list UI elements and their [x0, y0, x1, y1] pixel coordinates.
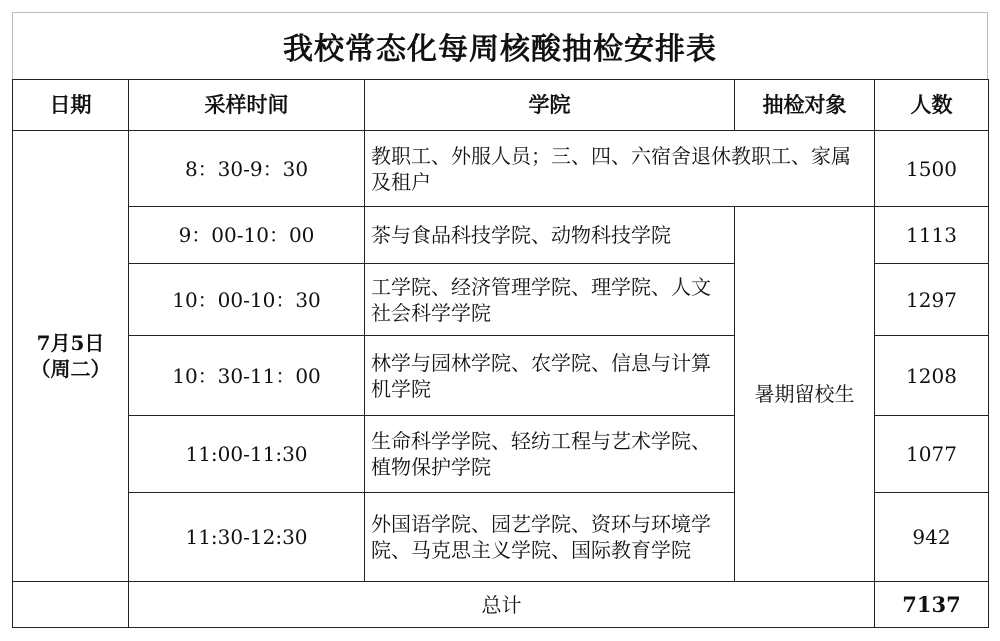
table-row — [13, 207, 989, 264]
table-row — [13, 131, 989, 207]
count-cell: 942 — [875, 493, 989, 582]
college-cell: 林学与园林学院、农学院、信息与计算机学院 — [365, 336, 735, 416]
count-cell: 1077 — [875, 416, 989, 493]
college-cell: 教职工、外服人员；三、四、六宿舍退休教职工、家属及租户 — [365, 131, 875, 207]
college-cell: 工学院、经济管理学院、理学院、人文社会科学学院 — [365, 264, 735, 336]
total-label: 总计 — [129, 582, 875, 628]
schedule-sheet — [12, 12, 988, 628]
date-cell — [13, 131, 129, 582]
college-cell: 茶与食品科技学院、动物科技学院 — [365, 207, 735, 264]
count-cell: 1500 — [875, 131, 989, 207]
total-row — [13, 582, 989, 628]
page-title: 我校常态化每周核酸抽检安排表 — [12, 12, 988, 79]
schedule-table — [12, 79, 989, 628]
time-cell: 11:00-11:30 — [129, 416, 365, 493]
date-weekday: （周二） — [30, 357, 111, 381]
count-cell: 1297 — [875, 264, 989, 336]
header-college: 学院 — [365, 80, 735, 131]
target-cell: 暑期留校生 — [735, 207, 875, 582]
college-cell: 外国语学院、园艺学院、资环与环境学院、马克思主义学院、国际教育学院 — [365, 493, 735, 582]
total-value: 7137 — [875, 582, 989, 628]
time-cell: 9：00-10：00 — [129, 207, 365, 264]
time-cell: 11:30-12:30 — [129, 493, 365, 582]
header-target: 抽检对象 — [735, 80, 875, 131]
time-cell: 10：00-10：30 — [129, 264, 365, 336]
time-cell: 8：30-9：30 — [129, 131, 365, 207]
time-cell: 10：30-11：00 — [129, 336, 365, 416]
date-day: 7月5日 — [36, 331, 105, 355]
total-empty-cell — [13, 582, 129, 628]
count-cell: 1208 — [875, 336, 989, 416]
header-count: 人数 — [875, 80, 989, 131]
count-cell: 1113 — [875, 207, 989, 264]
header-date: 日期 — [13, 80, 129, 131]
header-row — [13, 80, 989, 131]
college-cell: 生命科学学院、轻纺工程与艺术学院、植物保护学院 — [365, 416, 735, 493]
header-time: 采样时间 — [129, 80, 365, 131]
